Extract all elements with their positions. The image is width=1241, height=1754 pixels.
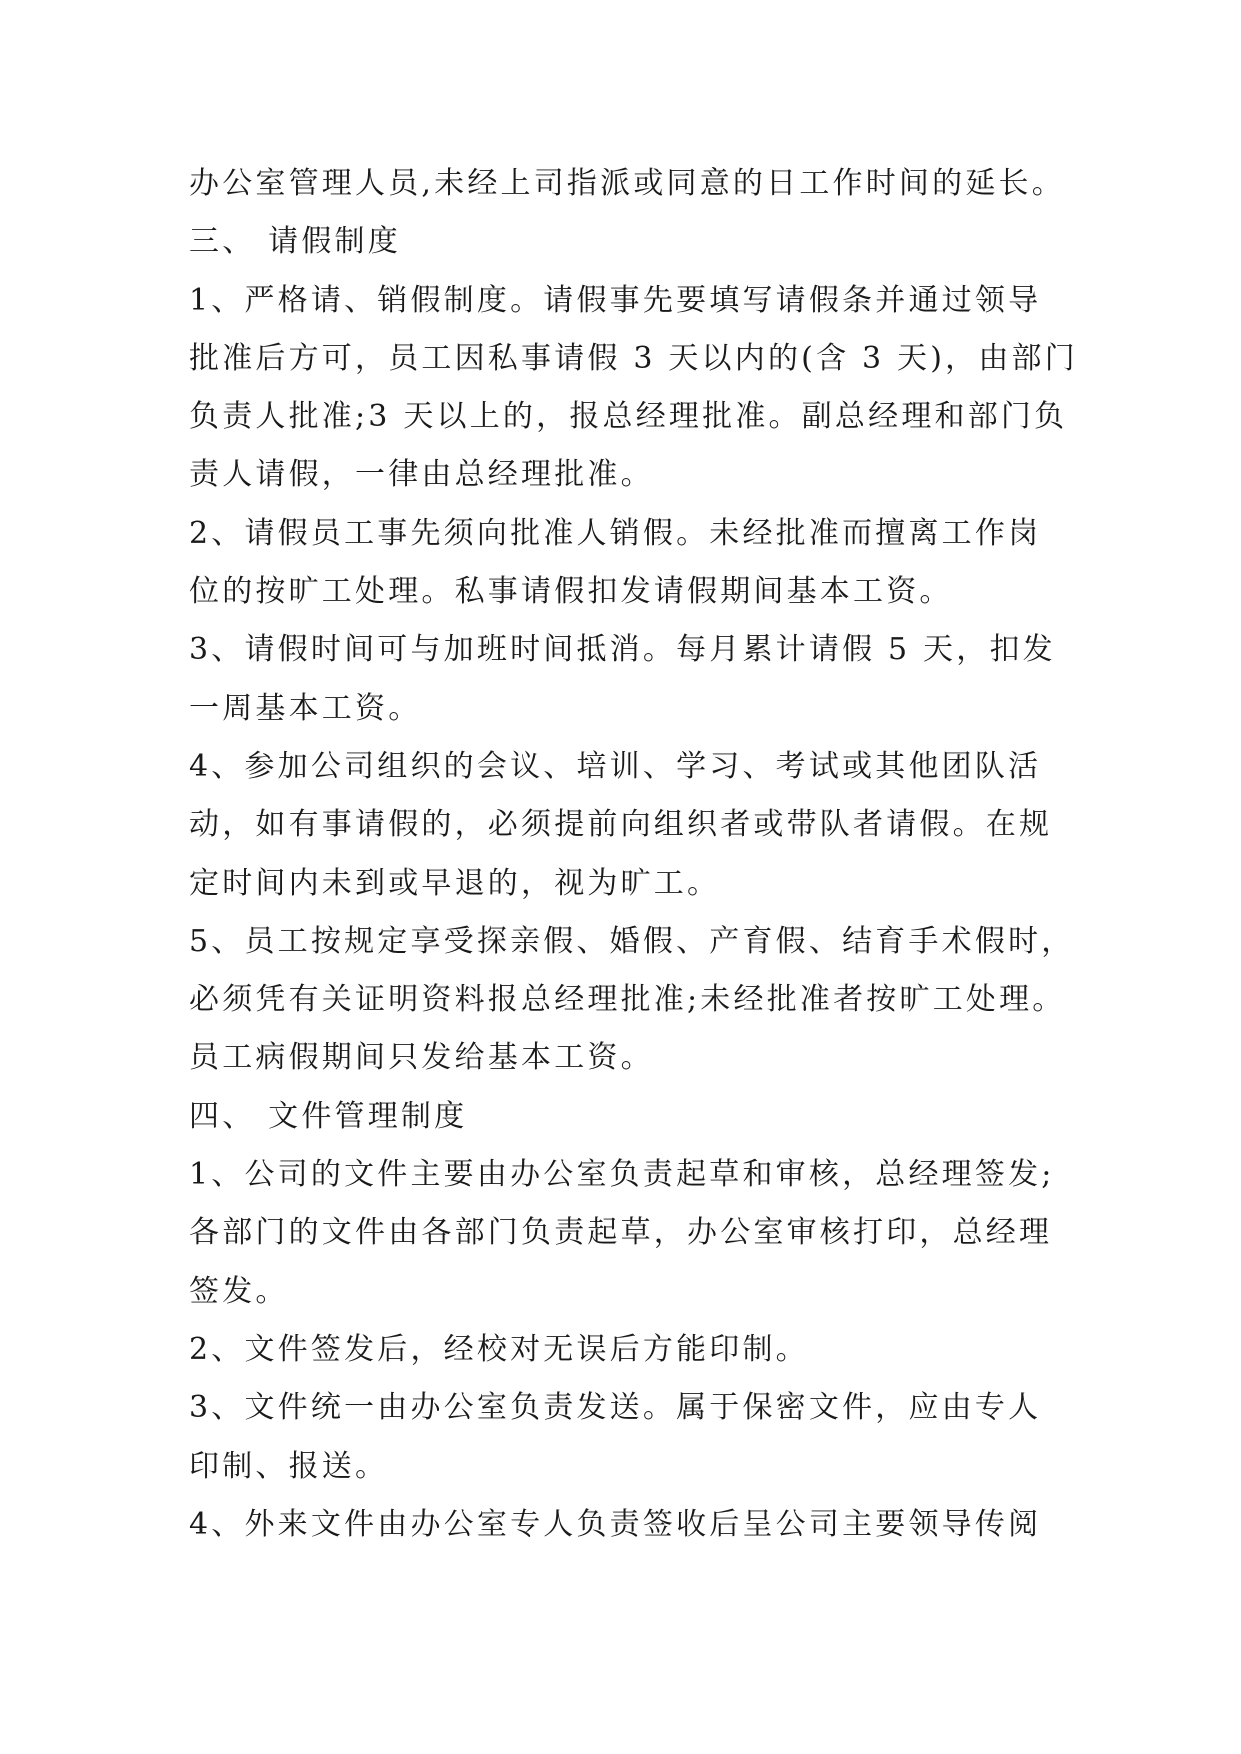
text-line: 3、请假时间可与加班时间抵消。每月累计请假 5 天，扣发 [189,632,1056,668]
text-line: 负责人批准;3 天以上的，报总经理批准。副总经理和部门负 [189,399,1068,435]
text-line: 办公室管理人员,未经上司指派或同意的日工作时间的延长。 [189,166,1065,201]
text-line: 4、参加公司组织的会议、培训、学习、考试或其他团队活 [189,748,1042,784]
text-line: 员工病假期间只发给基本工资。 [189,1040,654,1076]
document-body [189,155,1089,1554]
text-line: 定时间内未到或早退的，视为旷工。 [189,865,721,901]
text-line: 一周基本工资。 [189,690,422,726]
text-line: 2、文件签发后，经校对无误后方能印制。 [189,1331,809,1367]
section-heading-leave: 三、 请假制度 [189,224,401,260]
text-line: 4、外来文件由办公室专人负责签收后呈公司主要领导传阅 [189,1506,1042,1542]
text-line: 动，如有事请假的，必须提前向组织者或带队者请假。在规 [189,807,1053,843]
text-line: 责人请假，一律由总经理批准。 [189,457,654,493]
text-line: 位的按旷工处理。私事请假扣发请假期间基本工资。 [189,574,953,610]
text-line: 1、严格请、销假制度。请假事先要填写请假条并通过领导 [189,282,1042,318]
text-line: 5、员工按规定享受探亲假、婚假、产育假、结育手术假时， [189,923,1075,959]
text-line: 2、请假员工事先须向批准人销假。未经批准而擅离工作岗 [189,515,1042,551]
text-line: 批准后方可，员工因私事请假 3 天以内的(含 3 天)，由部门 [189,340,1078,376]
text-line: 1、公司的文件主要由办公室负责起草和审核，总经理签发; [189,1157,1055,1193]
section-heading-documents: 四、 文件管理制度 [189,1098,468,1134]
text-line: 印制、报送。 [189,1448,389,1484]
text-line: 签发。 [189,1273,289,1309]
text-line: 必须凭有关证明资料报总经理批准;未经批准者按旷工处理。 [189,982,1066,1018]
text-line: 3、文件统一由办公室负责发送。属于保密文件，应由专人 [189,1390,1042,1426]
text-line: 各部门的文件由各部门负责起草，办公室审核打印，总经理 [189,1215,1053,1251]
